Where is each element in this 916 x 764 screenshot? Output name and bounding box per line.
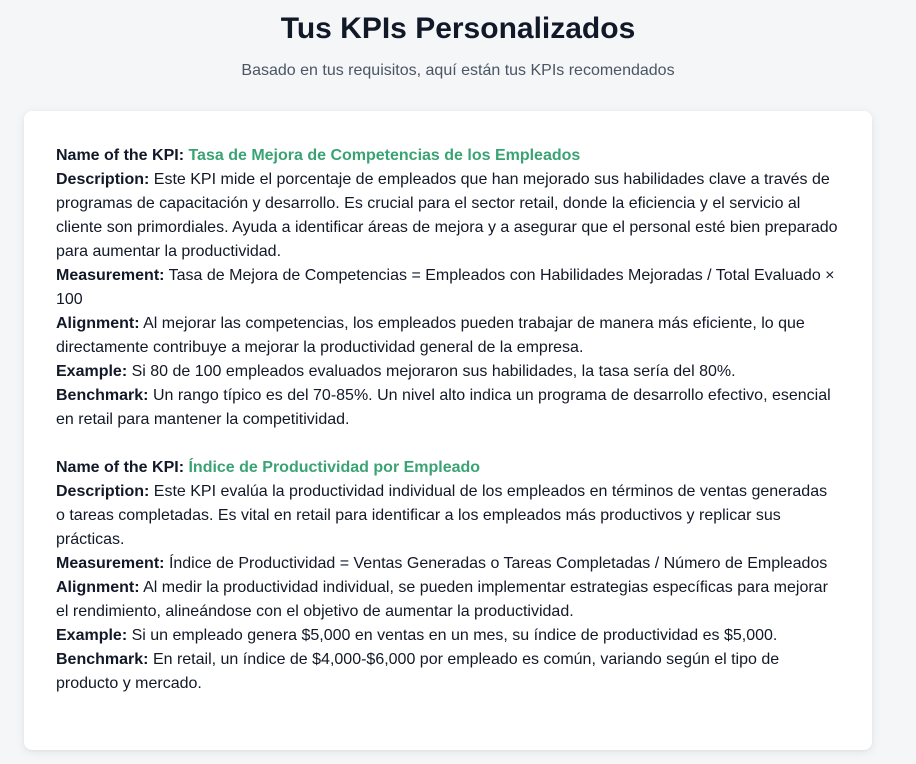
kpi-description: Este KPI mide el porcentaje de empleados que han mejorado sus habilidades clave a través de programas de capacitación y desarrollo. Es crucial para el sector retail, donde la eficiencia y el servicio al cliente son primordiales. Ayuda a identificar áreas de mejora y a asegurar que el personal esté bien preparado para aumentar la productividad. xyxy=(56,171,838,260)
kpi-measurement-label: Measurement: xyxy=(56,267,165,284)
kpi-name-line xyxy=(56,144,840,168)
kpi-measurement: Tasa de Mejora de Competencias = Empleados con Habilidades Mejoradas / Total Evaluado × 100 xyxy=(56,267,835,308)
kpi-name-line xyxy=(56,456,840,480)
kpi-description-line xyxy=(56,168,840,264)
kpi-name-label: Name of the KPI: xyxy=(56,147,185,164)
kpi-name: Índice de Productividad por Empleado xyxy=(188,459,481,476)
kpi-name: Tasa de Mejora de Competencias de los Empleados xyxy=(188,147,581,164)
kpi-block xyxy=(56,456,840,696)
kpi-alignment-line xyxy=(56,312,840,360)
kpi-benchmark-line xyxy=(56,648,840,696)
kpi-benchmark-line xyxy=(56,384,840,432)
kpi-measurement: Índice de Productividad = Ventas Generadas o Tareas Completadas / Número de Empleados xyxy=(168,555,828,572)
kpi-benchmark-label: Benchmark: xyxy=(56,387,149,404)
kpi-example-label: Example: xyxy=(56,363,128,380)
kpi-measurement-line xyxy=(56,264,840,312)
kpi-benchmark: Un rango típico es del 70-85%. Un nivel alto indica un programa de desarrollo efectivo, esencial en retail para mantener la competitividad. xyxy=(56,387,831,428)
kpi-description-label: Description: xyxy=(56,171,150,188)
kpi-example-line xyxy=(56,360,840,384)
kpi-description-line xyxy=(56,480,840,552)
kpi-alignment: Al mejorar las competencias, los empleados pueden trabajar de manera más eficiente, lo que directamente contribuye a mejorar la productividad general de la empresa. xyxy=(56,315,805,356)
kpi-alignment: Al medir la productividad individual, se pueden implementar estrategias específicas para mejorar el rendimiento, alineándose con el objetivo de aumentar la productividad. xyxy=(56,579,828,620)
page-title: Tus KPIs Personalizados xyxy=(280,12,636,45)
kpi-description-label: Description: xyxy=(56,483,150,500)
kpi-example-line xyxy=(56,624,840,648)
page-header xyxy=(0,0,916,81)
kpi-alignment-label: Alignment: xyxy=(56,315,140,332)
page-subtitle: Basado en tus requisitos, aquí están tus KPIs recomendados xyxy=(241,62,675,79)
kpi-example-label: Example: xyxy=(56,627,128,644)
kpi-alignment-line xyxy=(56,576,840,624)
kpi-block xyxy=(56,144,840,432)
kpi-alignment-label: Alignment: xyxy=(56,579,140,596)
kpi-measurement-line xyxy=(56,552,840,576)
kpi-description: Este KPI evalúa la productividad individual de los empleados en términos de ventas generadas o tareas completadas. Es vital en retail para identificar a los empleados más productivos y replicar sus prácticas. xyxy=(56,483,828,548)
kpi-measurement-label: Measurement: xyxy=(56,555,165,572)
kpi-benchmark-label: Benchmark: xyxy=(56,651,149,668)
kpi-results-card xyxy=(24,111,872,750)
kpi-example: Si un empleado genera $5,000 en ventas en un mes, su índice de productividad es $5,000. xyxy=(131,627,778,644)
kpi-example: Si 80 de 100 empleados evaluados mejoraron sus habilidades, la tasa sería del 80%. xyxy=(131,363,736,380)
kpi-benchmark: En retail, un índice de $4,000-$6,000 por empleado es común, variando según el tipo de producto y mercado. xyxy=(56,651,780,692)
kpi-name-label: Name of the KPI: xyxy=(56,459,185,476)
